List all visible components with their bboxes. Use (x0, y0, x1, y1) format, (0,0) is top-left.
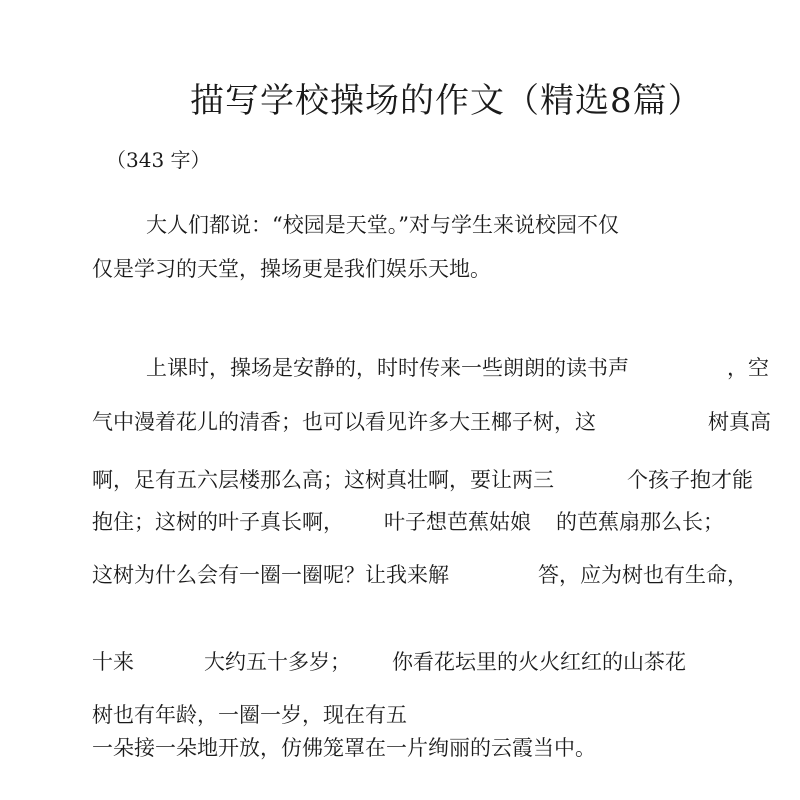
paragraph-line: 这树为什么会有一圈一圈呢？让我来解 (92, 563, 449, 587)
word-count: （343 字） (106, 148, 211, 172)
paragraph-line: 大人们都说：“校园是天堂。”对与学生来说校园不仅 (146, 213, 619, 237)
paragraph-line: 仅是学习的天堂，操场更是我们娱乐天地。 (92, 257, 491, 281)
paragraph-line: 个孩子抱才能 (627, 468, 753, 492)
paragraph-line: 答，应为树也有生命， (538, 563, 748, 587)
paragraph-line: 啊，足有五六层楼那么高；这树真壮啊，要让两三 (92, 468, 554, 492)
paragraph-line: 的芭蕉扇那么长； (556, 510, 724, 534)
paragraph-line: 抱住；这树的叶子真长啊， (92, 510, 344, 534)
paragraph-line: 叶子想芭蕉姑娘 (384, 510, 531, 534)
paragraph-line: 上课时，操场是安静的，时时传来一些朗朗的读书声 (146, 356, 629, 380)
paragraph-line: 你看花坛里的火火红红的山茶花 (392, 650, 686, 674)
paragraph-line: 树真高 (708, 410, 771, 434)
paragraph-line: 大约五十多岁； (204, 650, 351, 674)
paragraph-line: ，空 (727, 356, 769, 380)
paragraph-line: 十来 (92, 650, 134, 674)
paragraph-line: 一朵接一朵地开放，仿佛笼罩在一片绚丽的云霞当中。 (92, 736, 596, 760)
paragraph-line: 树也有年龄，一圈一岁，现在有五 (92, 703, 407, 727)
paragraph-line: 气中漫着花儿的清香；也可以看见许多大王椰子树，这 (92, 410, 596, 434)
essay-title: 描写学校操场的作文（精选8篇） (190, 81, 703, 121)
